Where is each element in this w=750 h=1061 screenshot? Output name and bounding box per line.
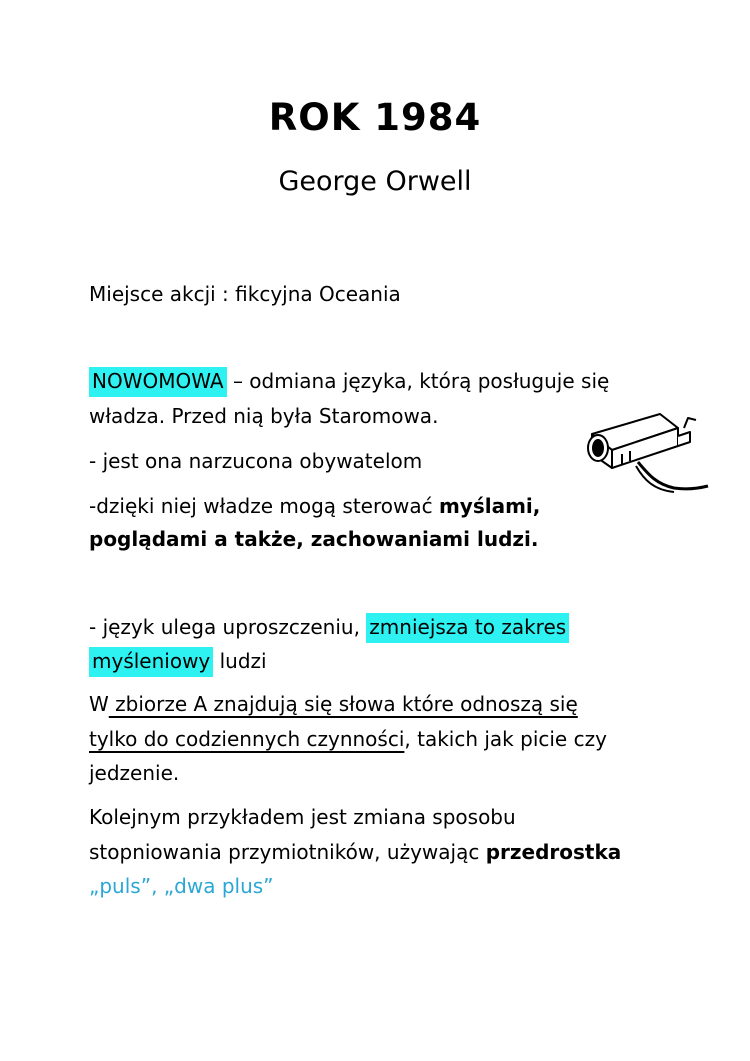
simplification-highlight-2: myśleniowy (89, 647, 213, 677)
author-name: George Orwell (278, 166, 472, 197)
set-a-line-2 (89, 729, 607, 749)
simplification-end: ludzi (213, 649, 267, 673)
set-a-rest: , takich jak picie czy (404, 727, 607, 751)
page-title: ROK 1984 (268, 96, 482, 139)
set-a-start: W (89, 692, 109, 716)
nowomowa-definition-1: – odmiana języka, którą posługuje się (226, 369, 610, 393)
imposed-line: - jest ona narzucona obywatelom (89, 449, 423, 473)
example-text: stopniowania przymiotników, używając (89, 840, 486, 864)
simplification-line-2 (89, 651, 267, 671)
simplification-highlight-1: zmniejsza to zakres (366, 613, 569, 643)
control-line-1 (89, 496, 540, 516)
control-bold-2: poglądami a także, zachowaniami (89, 527, 471, 551)
surveillance-camera-icon (578, 404, 710, 496)
control-text: -dzięki niej władze mogą sterować (89, 494, 439, 518)
simplification-line-1 (89, 617, 569, 637)
example-line-1: Kolejnym przykładem jest zmiana sposobu (89, 805, 516, 829)
nowomowa-term: NOWOMOWA (89, 367, 227, 397)
setting-line: Miejsce akcji : fikcyjna Oceania (89, 282, 401, 306)
set-a-line-1 (89, 694, 578, 714)
control-end: ludzi. (470, 527, 539, 551)
example-line-2 (89, 842, 621, 862)
set-a-line-3: jedzenie. (89, 761, 180, 785)
control-line-2 (89, 529, 538, 549)
example-bold: przedrostka (485, 840, 622, 864)
nowomowa-line-1 (89, 371, 609, 391)
control-bold-1: myślami, (438, 494, 541, 518)
set-a-underline-1: zbiorze A znajdują się słowa które odnoszą się (108, 692, 578, 716)
simplification-text: - język ulega uproszczeniu, (89, 615, 367, 639)
set-a-underline-2: tylko do codziennych czynności (89, 727, 405, 751)
nowomowa-line-2: władza. Przed nią była Staromowa. (89, 404, 439, 428)
example-line-3: „puls”, „dwa plus” (89, 874, 274, 898)
